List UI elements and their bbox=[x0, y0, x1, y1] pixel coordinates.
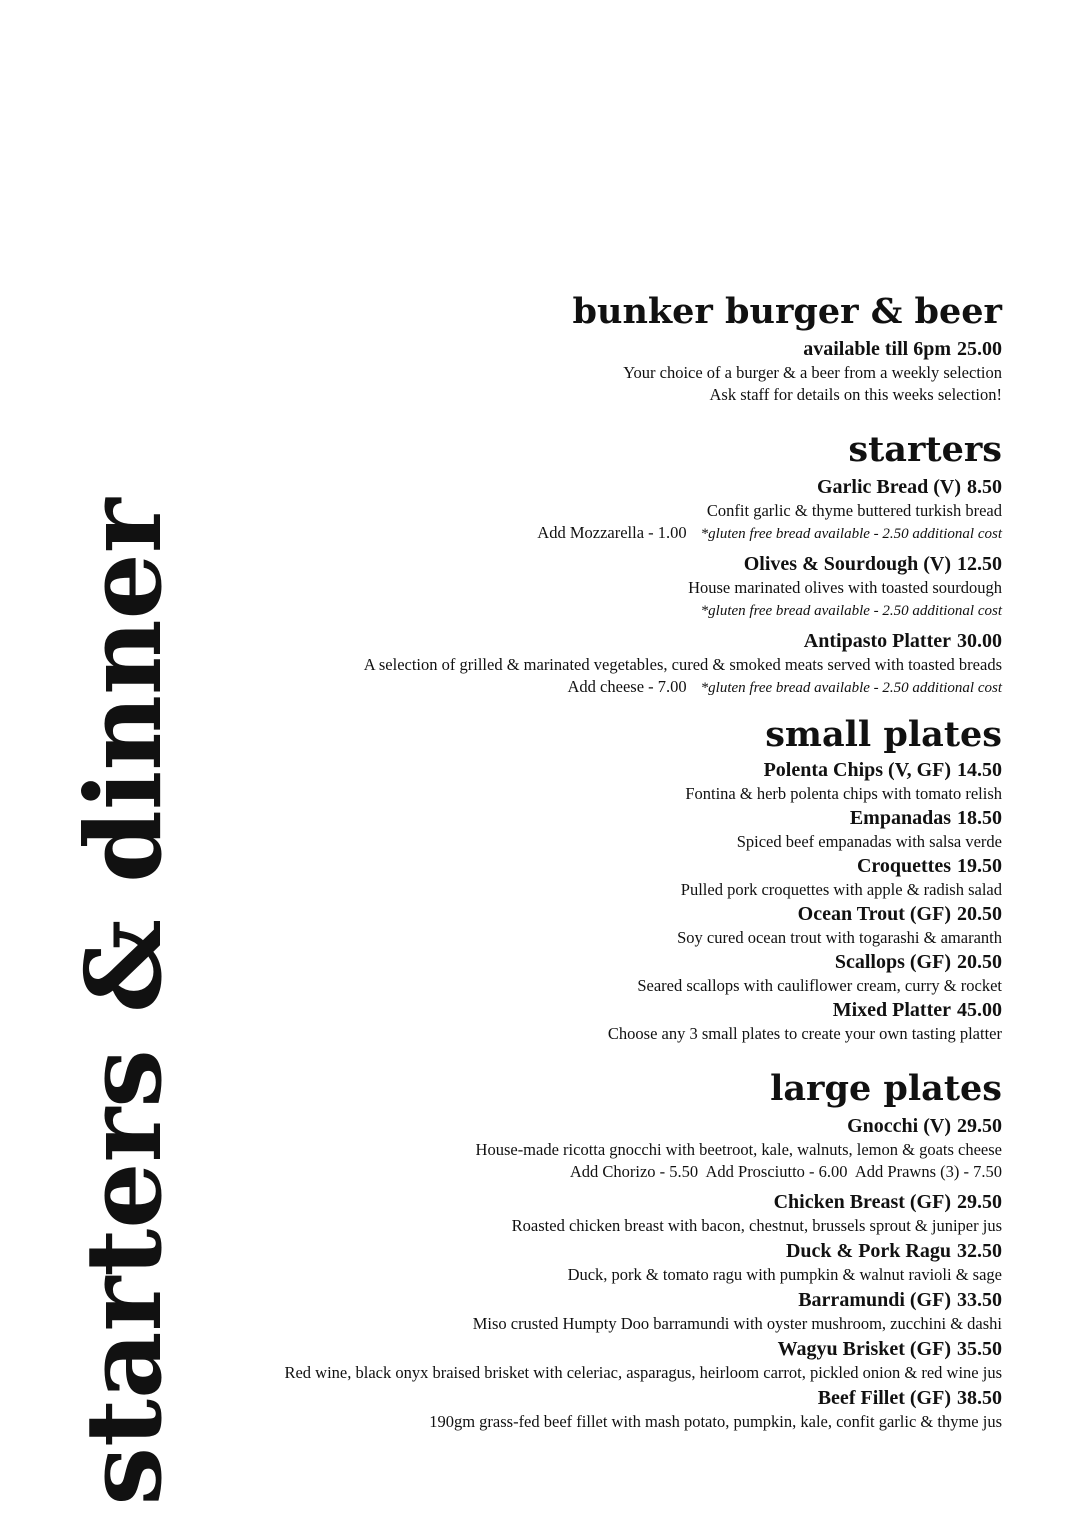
item-desc: Pulled pork croquettes with apple & radish salad bbox=[680, 880, 1002, 899]
page-side-title: starters & dinner bbox=[62, 498, 185, 1506]
menu-item bbox=[142, 1385, 1002, 1433]
item-name: Beef Fillet (GF) bbox=[817, 1387, 951, 1409]
menu-item bbox=[142, 853, 1002, 901]
item-desc: Red wine, black onyx braised brisket with celeriac, asparagus, heirloom carrot, pickled onion & red wine jus bbox=[284, 1363, 1002, 1382]
item-desc: House-made ricotta gnocchi with beetroot, kale, walnuts, lemon & goats cheese bbox=[475, 1140, 1002, 1159]
item-name: Polenta Chips (V, GF) bbox=[763, 759, 951, 781]
menu-item bbox=[142, 1287, 1002, 1335]
item-addons bbox=[142, 599, 1002, 622]
small-plates-list bbox=[142, 757, 1002, 1045]
item-desc: House marinated olives with toasted sourdough bbox=[688, 578, 1002, 597]
menu-item bbox=[142, 901, 1002, 949]
item-name: Ocean Trout (GF) bbox=[797, 903, 951, 925]
gluten-free-note: *gluten free bread available - 2.50 additional cost bbox=[700, 680, 1002, 696]
item-desc: Miso crusted Humpty Doo barramundi with oyster mushroom, zucchini & dashi bbox=[472, 1314, 1002, 1333]
section-burger-beer bbox=[142, 290, 1002, 406]
item-price: 30.00 bbox=[957, 630, 1002, 652]
item-desc: Spiced beef empanadas with salsa verde bbox=[736, 832, 1002, 851]
section-title-starters: starters bbox=[848, 429, 1002, 470]
item-desc: Seared scallops with cauliflower cream, curry & rocket bbox=[637, 976, 1002, 995]
menu-item bbox=[142, 949, 1002, 997]
item-desc: Fontina & herb polenta chips with tomato relish bbox=[685, 784, 1002, 803]
item-price: 38.50 bbox=[957, 1387, 1002, 1409]
item-price: 29.50 bbox=[957, 1191, 1002, 1213]
item-desc: Duck, pork & tomato ragu with pumpkin & walnut ravioli & sage bbox=[567, 1265, 1002, 1284]
item-name: Antipasto Platter bbox=[803, 630, 951, 652]
menu-item bbox=[142, 805, 1002, 853]
item-price: 12.50 bbox=[957, 553, 1002, 575]
item-name: Wagyu Brisket (GF) bbox=[777, 1338, 951, 1360]
menu-column bbox=[142, 290, 1002, 1441]
item-price: 19.50 bbox=[957, 855, 1002, 877]
item-price: 32.50 bbox=[957, 1240, 1002, 1262]
menu-item-olives bbox=[142, 551, 1002, 622]
large-plates-list bbox=[142, 1189, 1002, 1433]
item-name: Duck & Pork Ragu bbox=[785, 1240, 951, 1262]
item-price: 45.00 bbox=[957, 999, 1002, 1021]
item-price: 33.50 bbox=[957, 1289, 1002, 1311]
item-addons bbox=[142, 676, 1002, 699]
item-name: Garlic Bread (V) bbox=[816, 476, 961, 498]
item-price: 8.50 bbox=[967, 476, 1002, 498]
item-name: Chicken Breast (GF) bbox=[773, 1191, 951, 1213]
menu-item bbox=[142, 757, 1002, 805]
addon-text: Add Mozzarella - 1.00 bbox=[537, 523, 687, 542]
gluten-free-note: *gluten free bread available - 2.50 additional cost bbox=[700, 526, 1002, 542]
item-price: 20.50 bbox=[957, 903, 1002, 925]
section-title-large-plates: large plates bbox=[770, 1068, 1002, 1109]
menu-item bbox=[142, 1238, 1002, 1286]
section-title-small-plates: small plates bbox=[765, 714, 1002, 755]
gluten-free-note: *gluten free bread available - 2.50 additional cost bbox=[700, 603, 1002, 619]
item-desc: Roasted chicken breast with bacon, chestnut, brussels sprout & juniper jus bbox=[511, 1216, 1002, 1235]
item-price: 18.50 bbox=[957, 807, 1002, 829]
menu-item bbox=[142, 1189, 1002, 1237]
item-name: Barramundi (GF) bbox=[798, 1289, 951, 1311]
item-name: Croquettes bbox=[856, 855, 951, 877]
item-desc: Ask staff for details on this weeks selection! bbox=[709, 385, 1002, 404]
section-large-plates bbox=[142, 1067, 1002, 1433]
item-price: 29.50 bbox=[957, 1115, 1002, 1137]
item-desc: Soy cured ocean trout with togarashi & amaranth bbox=[677, 928, 1002, 947]
item-name: Scallops (GF) bbox=[834, 951, 951, 973]
item-price: 35.50 bbox=[957, 1338, 1002, 1360]
item-addons: Add Chorizo - 5.50 Add Prosciutto - 6.00 Add Prawns (3) - 7.50 bbox=[569, 1162, 1002, 1181]
menu-item-antipasto bbox=[142, 628, 1002, 699]
item-addons bbox=[142, 522, 1002, 545]
item-desc: A selection of grilled & marinated vegetables, cured & smoked meats served with toasted breads bbox=[363, 655, 1002, 674]
item-name: available till 6pm bbox=[803, 338, 951, 360]
item-name: Gnocchi (V) bbox=[847, 1115, 951, 1137]
item-desc: Confit garlic & thyme buttered turkish bread bbox=[706, 501, 1002, 520]
section-title-burger: bunker burger & beer bbox=[572, 291, 1002, 332]
item-price: 25.00 bbox=[957, 338, 1002, 360]
item-name: Olives & Sourdough (V) bbox=[743, 553, 951, 575]
item-price: 14.50 bbox=[957, 759, 1002, 781]
addon-text: Add cheese - 7.00 bbox=[567, 677, 687, 696]
section-starters bbox=[142, 428, 1002, 699]
item-desc: Your choice of a burger & a beer from a weekly selection bbox=[623, 363, 1002, 382]
section-small-plates bbox=[142, 713, 1002, 1045]
menu-item bbox=[142, 1336, 1002, 1384]
menu-item-burger bbox=[142, 336, 1002, 406]
item-name: Empanadas bbox=[849, 807, 951, 829]
item-name: Mixed Platter bbox=[832, 999, 951, 1021]
menu-item-gnocchi bbox=[142, 1113, 1002, 1183]
menu-item bbox=[142, 997, 1002, 1045]
item-desc: Choose any 3 small plates to create your own tasting platter bbox=[607, 1024, 1002, 1043]
item-price: 20.50 bbox=[957, 951, 1002, 973]
item-desc: 190gm grass-fed beef fillet with mash potato, pumpkin, kale, confit garlic & thyme jus bbox=[429, 1412, 1002, 1431]
menu-item-garlic-bread bbox=[142, 474, 1002, 545]
